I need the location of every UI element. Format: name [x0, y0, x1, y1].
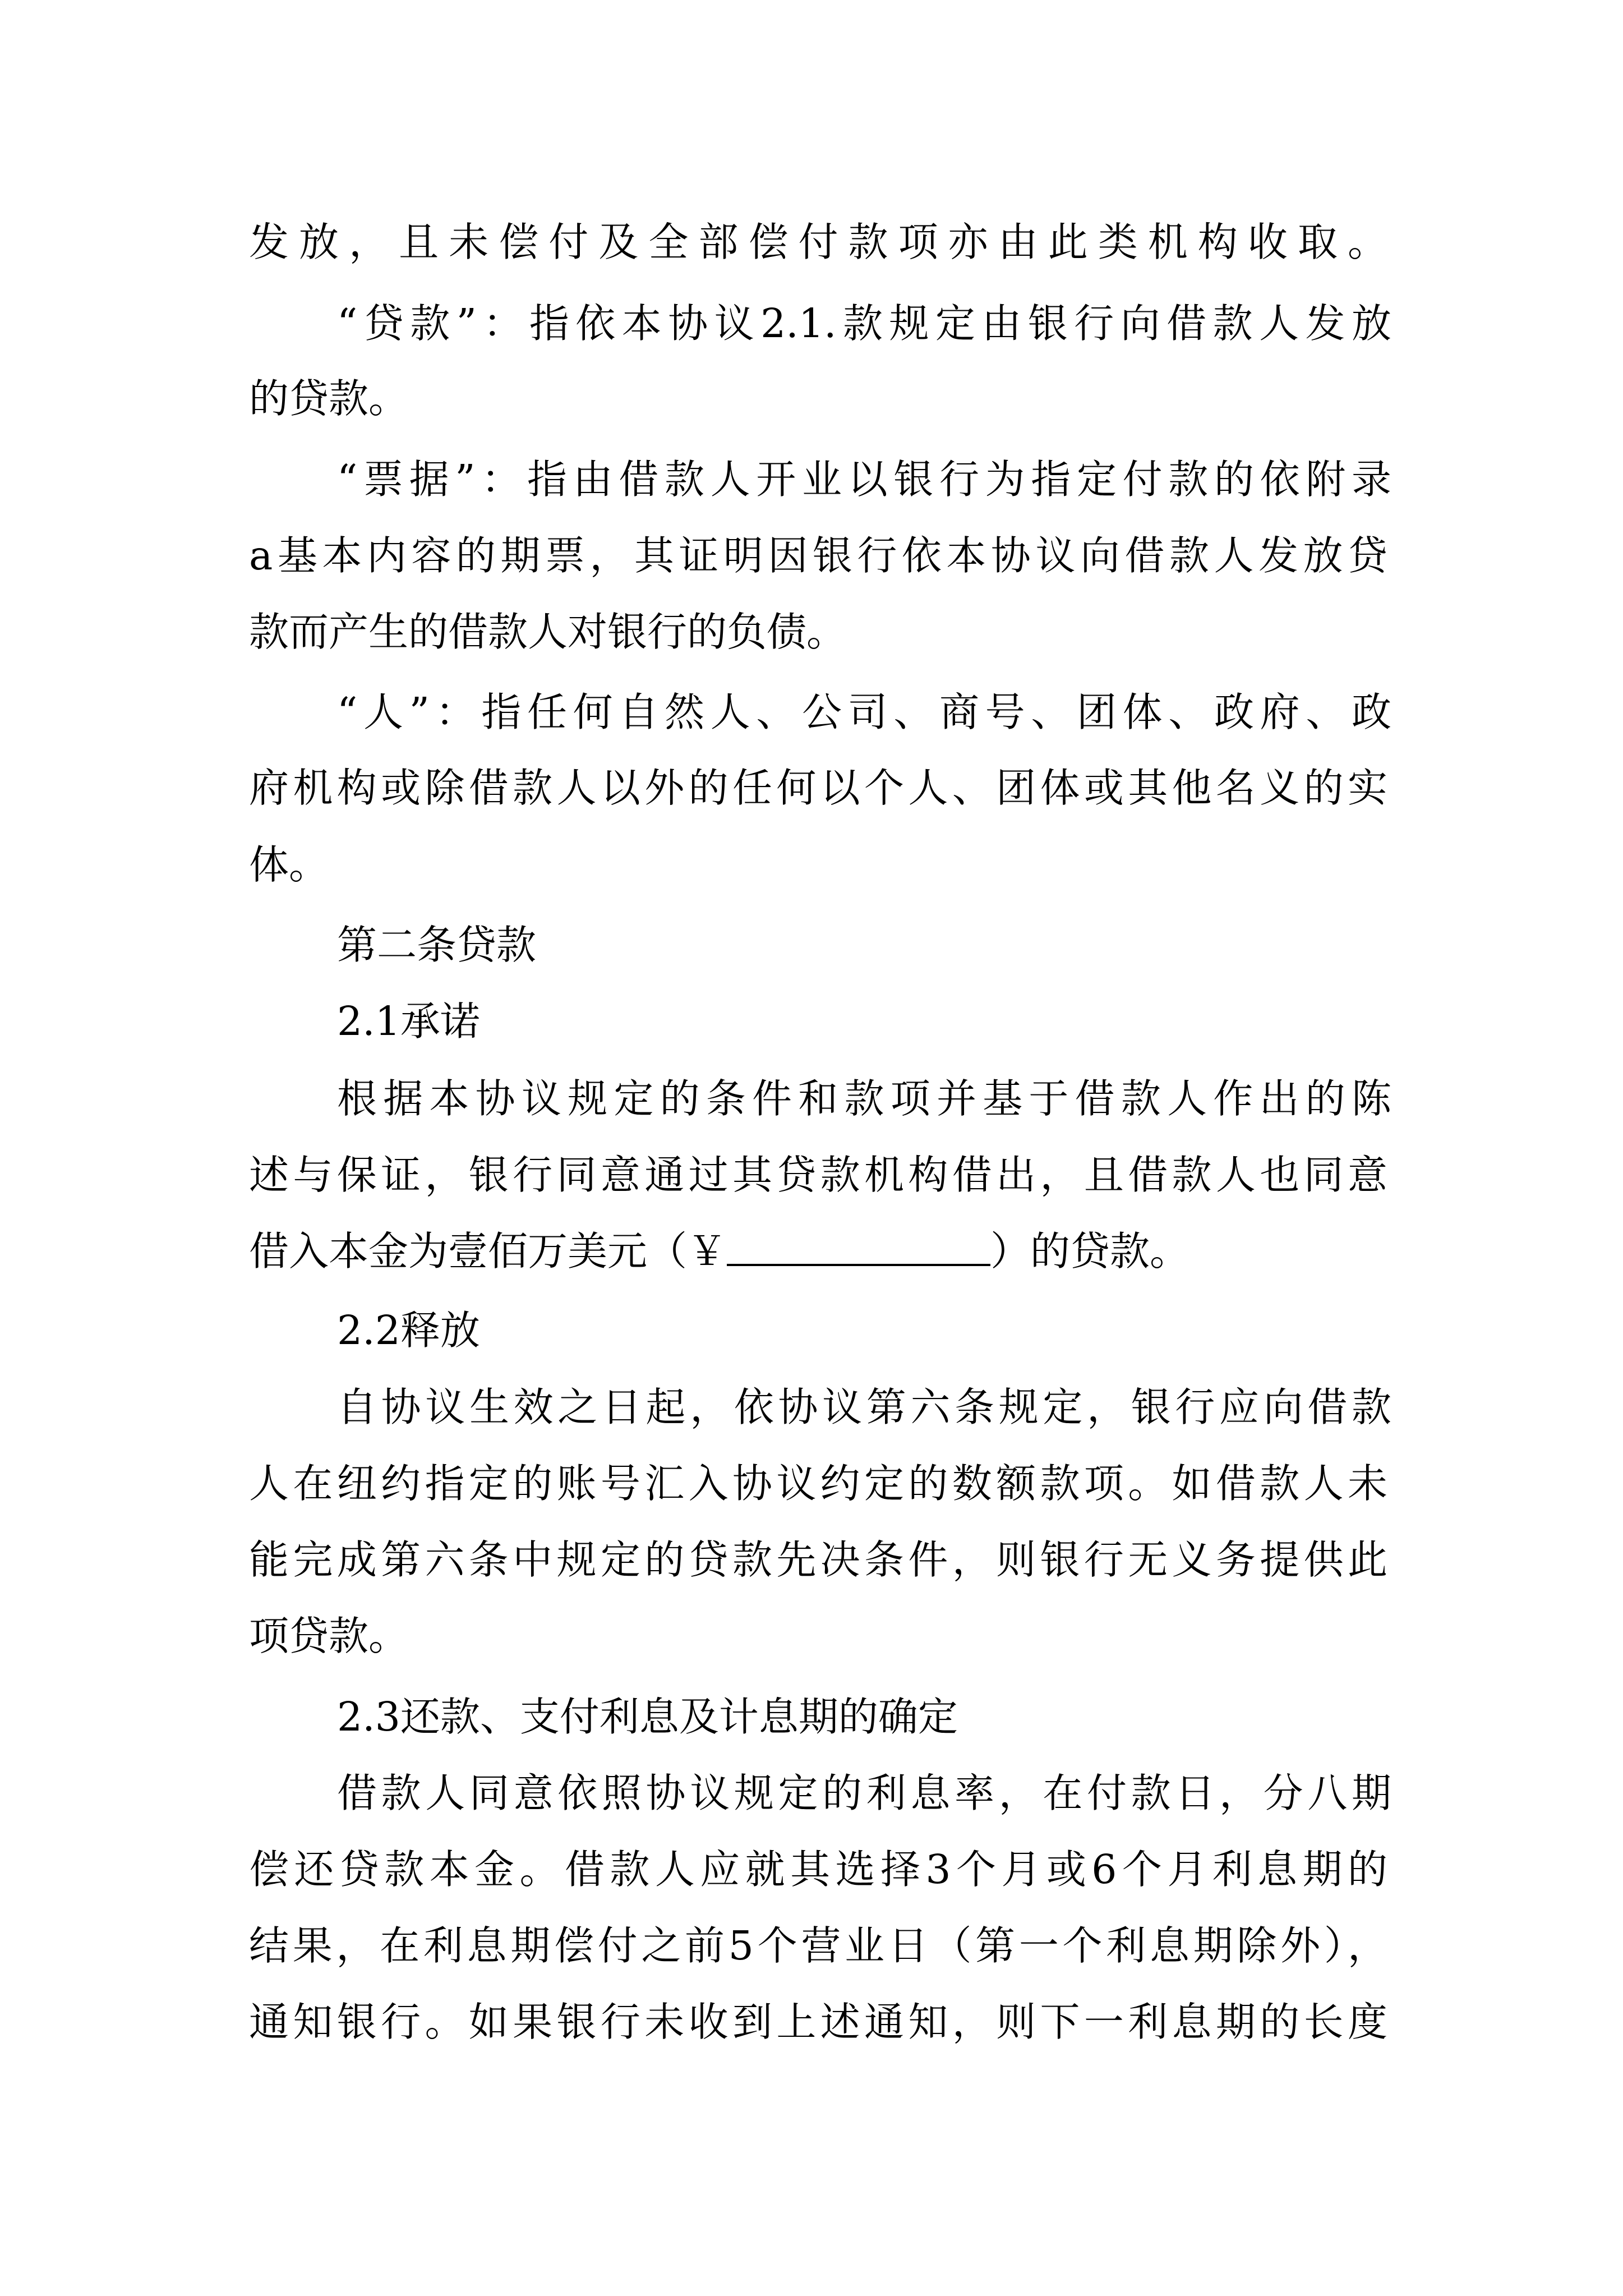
- text-line: 通知银行。如果银行未收到上述通知，则下一利息期的长度: [249, 1999, 1387, 2045]
- definition-loan: “贷款”：指依本协议2.1.款规定由银行向借款人发放: [337, 300, 1391, 347]
- text-line: 府机构或除借款人以外的任何以个人、团体或其他名义的实: [249, 765, 1387, 811]
- text-line: 借款人同意依照协议规定的利息率，在付款日，分八期: [337, 1770, 1391, 1816]
- section-2-3-heading: 2.3还款、支付利息及计息期的确定: [337, 1694, 958, 1740]
- text-line: 偿还贷款本金。借款人应就其选择3个月或6个月利息期的: [249, 1846, 1387, 1893]
- text-line: 体。: [249, 841, 329, 888]
- definition-person: “人”：指任何自然人、公司、商号、团体、政府、政: [337, 689, 1391, 735]
- text-line: 的贷款。: [249, 375, 409, 422]
- text-line: 述与保证，银行同意通过其贷款机构借出，且借款人也同意: [249, 1152, 1387, 1198]
- text-line: 根据本协议规定的条件和款项并基于借款人作出的陈: [337, 1075, 1391, 1122]
- section-2-2-heading: 2.2释放: [337, 1307, 480, 1354]
- text-line: 自协议生效之日起，依协议第六条规定，银行应向借款: [337, 1384, 1391, 1430]
- amount-blank: [727, 1260, 990, 1266]
- text-line: 款而产生的借款人对银行的负债。: [249, 609, 847, 655]
- text-line: a基本内容的期票，其证明因银行依本协议向借款人发放贷: [249, 532, 1387, 579]
- text-line: 人在纽约指定的账号汇入协议约定的数额款项。如借款人未: [249, 1460, 1387, 1507]
- section-2-1-heading: 2.1承诺: [337, 998, 480, 1045]
- text-line: 结果，在利息期偿付之前5个营业日（第一个利息期除外），: [249, 1922, 1387, 1969]
- definition-note: “票据”：指由借款人开业以银行为指定付款的依附录: [337, 456, 1391, 503]
- text-line-amount: [249, 1209, 1387, 1294]
- text-line-continuation: 发放，且未偿付及全部偿付款项亦由此类机构收取。: [249, 219, 1387, 265]
- article-2-heading: 第二条贷款: [337, 922, 537, 968]
- text-line: 项贷款。: [249, 1613, 409, 1659]
- amount-prefix: 借入本金为壹佰万美元（￥: [249, 1228, 727, 1274]
- text-line: 能完成第六条中规定的贷款先决条件，则银行无义务提供此: [249, 1536, 1387, 1583]
- amount-suffix: ）的贷款。: [990, 1228, 1190, 1274]
